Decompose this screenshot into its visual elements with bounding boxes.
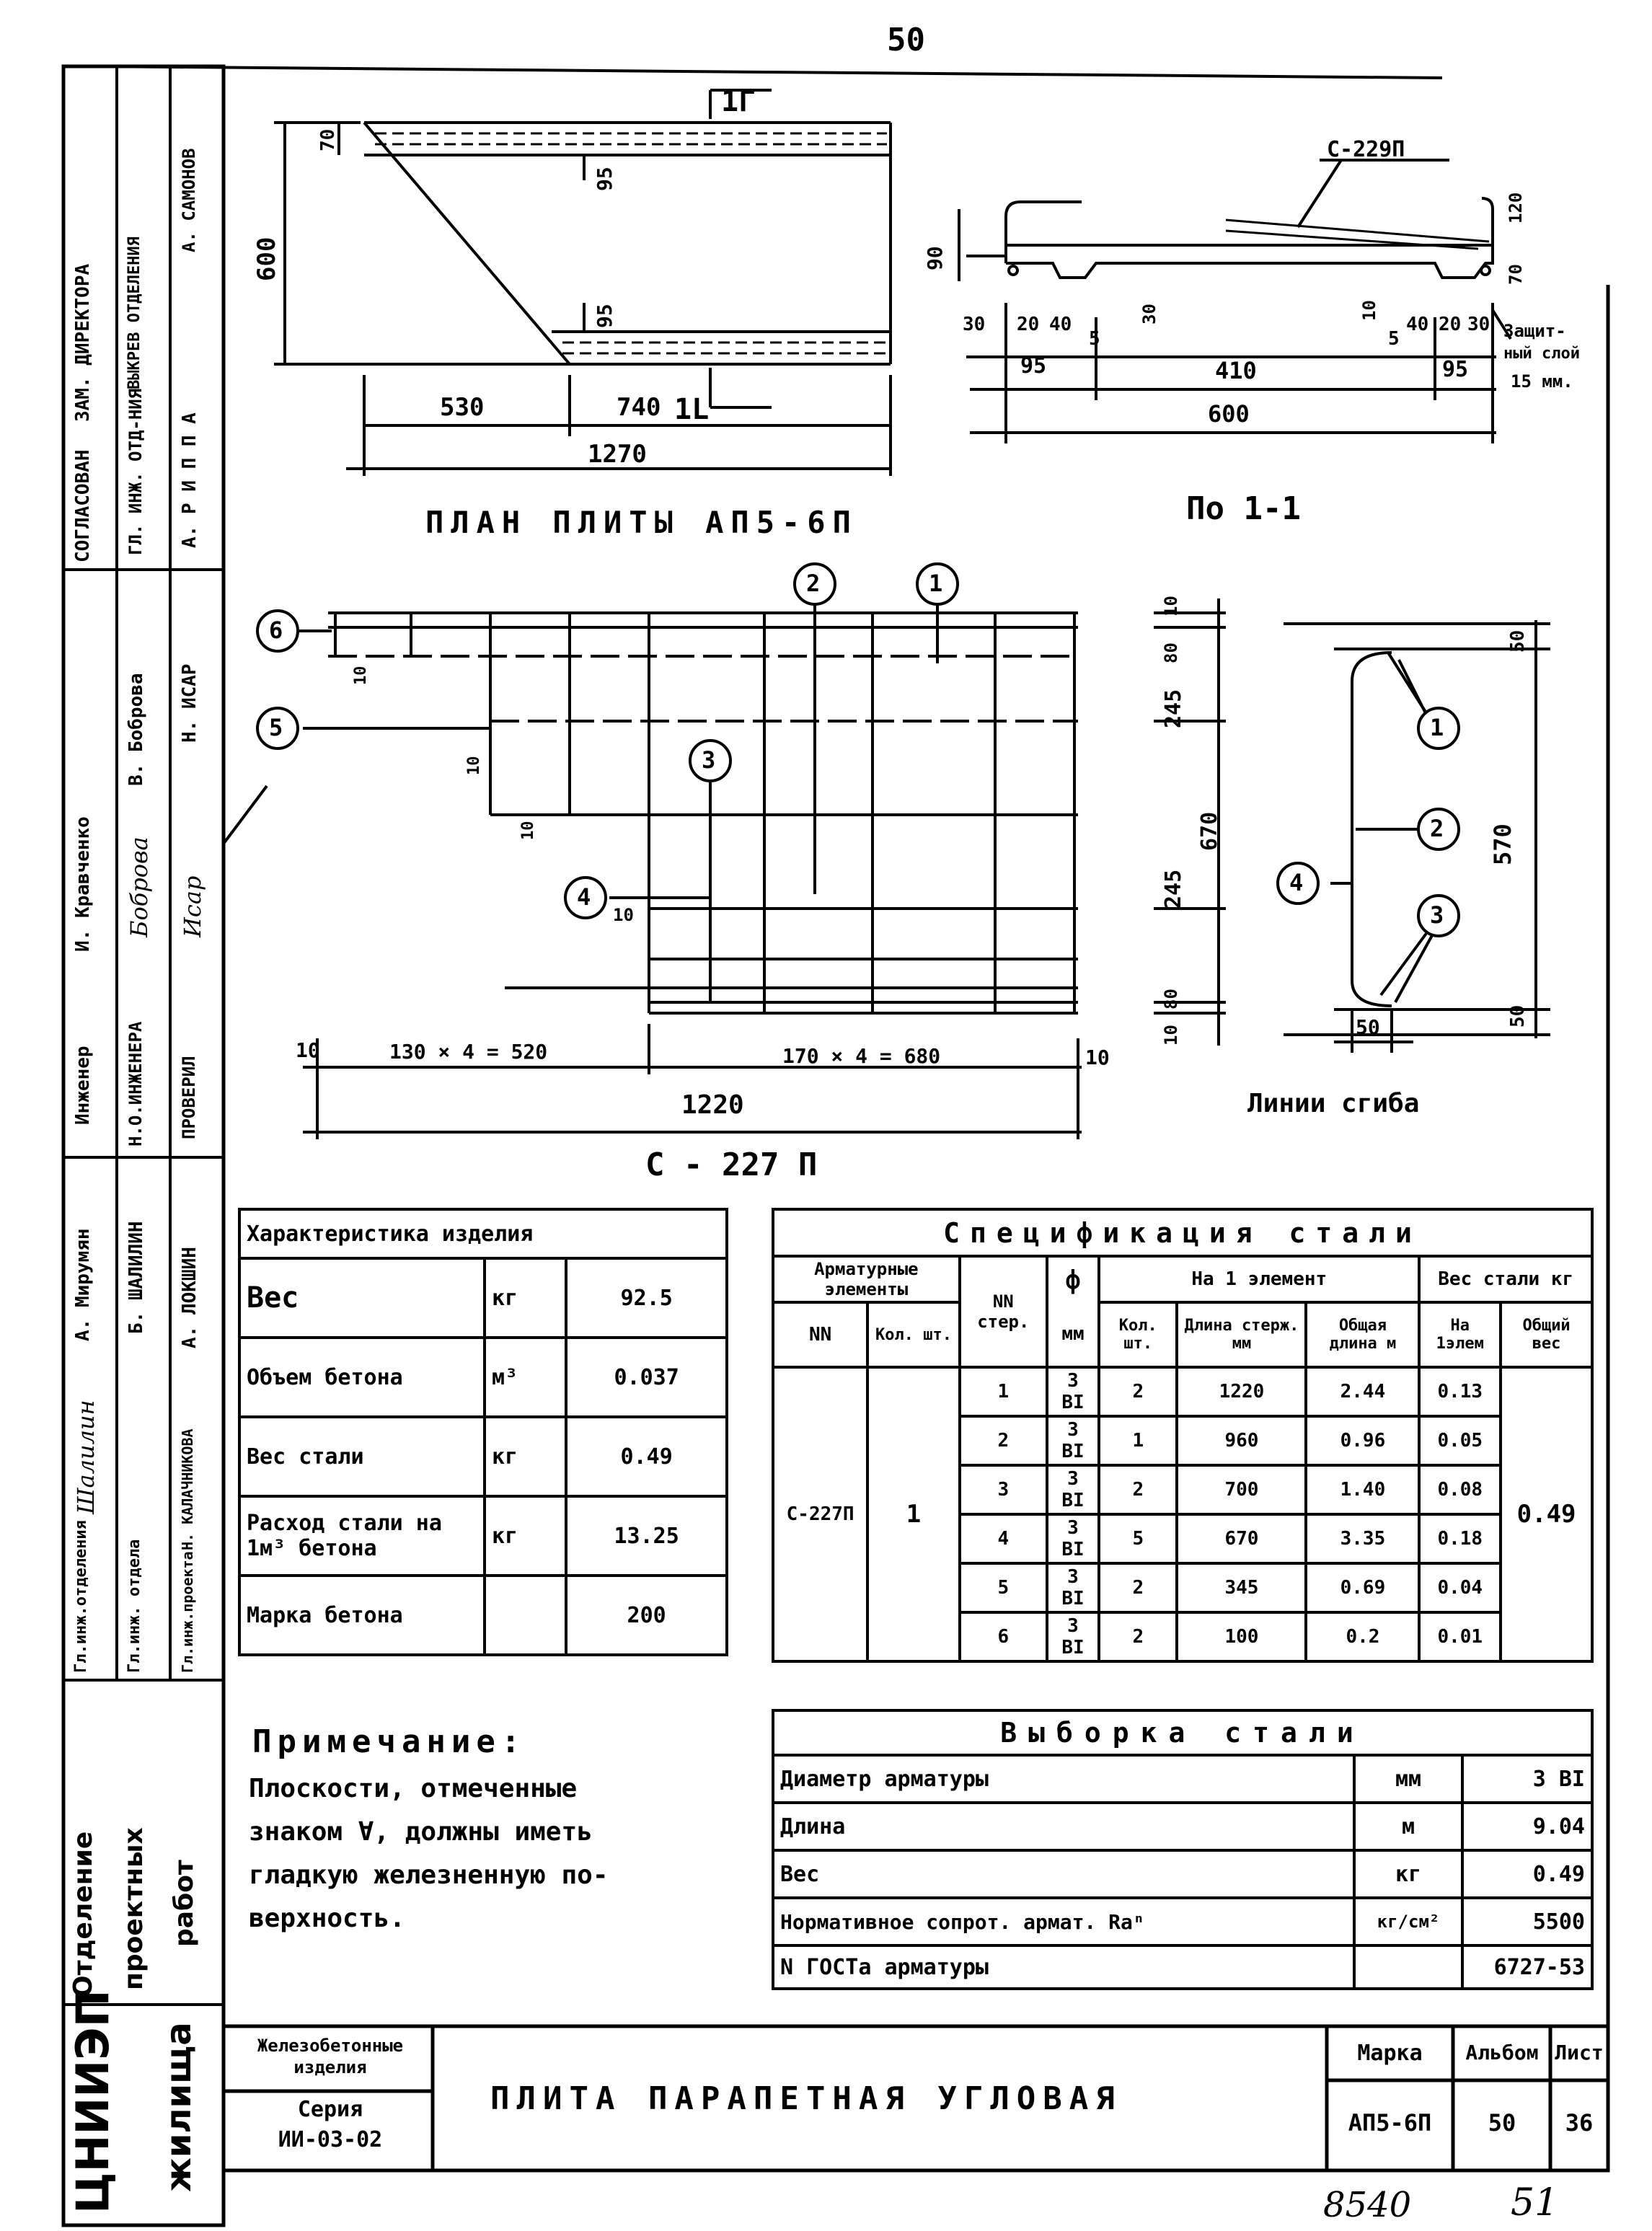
stamp-org-sub: жилища <box>159 2022 199 2192</box>
note-line: Плоскости, отмеченные <box>249 1774 578 1803</box>
page-number: 50 <box>887 22 925 58</box>
dim-95-top: 95 <box>593 167 617 191</box>
tb-album-label: Альбом <box>1465 2041 1539 2064</box>
mesh-drawing <box>224 591 1226 1139</box>
characteristics-table <box>238 1208 728 1656</box>
spec-row-length: 345 <box>1177 1563 1306 1612</box>
spec-h-rod: NN стер. <box>960 1256 1047 1367</box>
sel-value: 3 ВI <box>1462 1755 1592 1803</box>
spec-row-weight: 0.05 <box>1419 1416 1501 1465</box>
bend-marker-1: 1 <box>1430 714 1444 741</box>
marker-5: 5 <box>269 714 283 741</box>
sel-unit <box>1354 1945 1462 1989</box>
spec-row-total: 0.96 <box>1306 1416 1419 1465</box>
stamp-engineer: Инженер <box>72 1046 94 1125</box>
mesh-dim-v10b: 10 <box>1161 1025 1181 1046</box>
stamp-shalilin: Б. ШАЛИЛИН <box>125 1221 147 1334</box>
dim-410: 410 <box>1215 357 1257 384</box>
spec-row-total: 2.44 <box>1306 1367 1419 1416</box>
steel-selection-table <box>772 1709 1594 1990</box>
dim-600: 600 <box>252 237 281 281</box>
characteristics-title: Характеристика изделия <box>239 1209 727 1258</box>
mesh-dim-10c: 10 <box>519 821 537 840</box>
char-value: 13.25 <box>566 1496 727 1576</box>
spec-row-qty: 2 <box>1099 1563 1177 1612</box>
stamp-rippa: А. Р И П П А <box>179 412 200 548</box>
tb-mark-label: Марка <box>1357 2041 1423 2066</box>
tb-sheet-label: Лист <box>1555 2041 1604 2064</box>
char-value: 0.49 <box>566 1417 727 1496</box>
dim-95-right: 95 <box>1442 357 1469 382</box>
char-unit <box>485 1576 566 1655</box>
mesh-dim-v245b: 245 <box>1161 869 1186 909</box>
stamp-dept-3: работ <box>169 1860 199 1947</box>
sel-name: Нормативное сопрот. армат. Rаⁿ <box>773 1898 1354 1945</box>
marker-2: 2 <box>806 570 821 597</box>
tb-name: ПЛИТА ПАРАПЕТНАЯ УГЛОВАЯ <box>490 2080 1122 2117</box>
marker-4: 4 <box>577 883 591 911</box>
spec-element-qty: 1 <box>867 1367 960 1661</box>
dim-5b: 5 <box>1388 328 1400 350</box>
mesh-dim-170x4: 170 × 4 = 680 <box>782 1044 941 1068</box>
spec-h-nn: NN <box>773 1302 867 1367</box>
dim-40a: 40 <box>1049 314 1072 335</box>
spec-row-diam: 3 ВI <box>1047 1612 1099 1661</box>
stamp-chief-eng-dept: ГЛ. ИНЖ. ОТД-НИЯ <box>125 388 146 555</box>
spec-row-diam: 3 ВI <box>1047 1563 1099 1612</box>
stamp-mirumyan: А. Мирумян <box>72 1228 94 1341</box>
sel-value: 6727-53 <box>1462 1945 1592 1989</box>
spec-element: С-227П <box>773 1367 867 1661</box>
spec-row-diam: 3 ВI <box>1047 1367 1099 1416</box>
tb-mark: АП5-6П <box>1348 2109 1432 2137</box>
stamp-chief-eng-dept-2: Гл.инж. отдела <box>125 1539 143 1673</box>
steel-selection-title: Выборка стали <box>773 1710 1592 1755</box>
dim-95-bottom: 95 <box>593 304 617 328</box>
spec-h-phi: ф <box>1047 1256 1099 1302</box>
tb-series-label: Серия <box>297 2097 363 2122</box>
tb-album: 50 <box>1488 2109 1516 2137</box>
spec-row-total: 0.2 <box>1306 1612 1419 1661</box>
spec-h-total-length: Общая длина м <box>1306 1302 1419 1367</box>
stamp-dept-2: проектных <box>119 1827 149 1990</box>
spec-row-weight: 0.13 <box>1419 1367 1501 1416</box>
char-name: Марка бетона <box>239 1576 485 1655</box>
note-line: верхность. <box>249 1904 405 1933</box>
spec-row-diam: 3 ВI <box>1047 1416 1099 1465</box>
spec-row-n: 3 <box>960 1465 1047 1514</box>
mesh-dim-v245a: 245 <box>1161 689 1186 728</box>
spec-row-total: 3.35 <box>1306 1514 1419 1563</box>
marker-6: 6 <box>269 617 283 644</box>
mesh-title: С - 227 П <box>645 1147 818 1183</box>
marker-1: 1 <box>929 570 943 597</box>
spec-row-length: 700 <box>1177 1465 1306 1514</box>
spec-row-diam: 3 ВI <box>1047 1465 1099 1514</box>
spec-h-per-element: На 1 элемент <box>1099 1256 1419 1302</box>
spec-row-length: 960 <box>1177 1416 1306 1465</box>
spec-total-weight: 0.49 <box>1501 1367 1592 1661</box>
mesh-dim-130x4: 130 × 4 = 520 <box>389 1040 548 1064</box>
sel-unit: кг/см² <box>1354 1898 1462 1945</box>
dim-1270: 1270 <box>588 440 647 469</box>
stamp-kalachnikova: Н. КАЛАЧНИКОВА <box>179 1428 196 1550</box>
spec-row-length: 670 <box>1177 1514 1306 1563</box>
mesh-dim-10f: 10 <box>1085 1046 1110 1069</box>
sel-value: 9.04 <box>1462 1803 1592 1850</box>
dim-30c: 30 <box>1467 314 1490 335</box>
sel-unit: м <box>1354 1803 1462 1850</box>
steel-spec-title: Спецификация стали <box>773 1209 1592 1256</box>
dim-120: 120 <box>1506 192 1526 224</box>
note-line: гладкую железненную по- <box>249 1860 609 1890</box>
char-name: Объем бетона <box>239 1338 485 1417</box>
stamp-approved: СОГЛАСОВАН <box>72 449 94 562</box>
spec-row-weight: 0.04 <box>1419 1563 1501 1612</box>
stamp-org-name: ЦНИИЭП <box>66 1989 119 2214</box>
spec-row-length: 1220 <box>1177 1367 1306 1416</box>
bend-marker-4: 4 <box>1289 869 1304 896</box>
mesh-dim-10e: 10 <box>296 1038 320 1062</box>
spec-h-length: Длина стерж. мм <box>1177 1302 1306 1367</box>
mesh-dim-1220: 1220 <box>681 1090 744 1120</box>
stamp-chief-dept: Гл.инж.отделения <box>72 1520 90 1673</box>
dim-600s: 600 <box>1208 400 1250 428</box>
sel-unit: мм <box>1354 1755 1462 1803</box>
slab-plan-drawing <box>274 90 891 476</box>
char-name: Вес <box>239 1258 485 1338</box>
spec-h-qty: Кол. шт. <box>867 1302 960 1367</box>
cut-mark-bottom: 1L <box>674 393 710 426</box>
spec-row-qty: 2 <box>1099 1465 1177 1514</box>
bend-title: Линии сгиба <box>1247 1089 1420 1118</box>
dim-10s: 10 <box>1359 300 1379 321</box>
spec-h-weight-per: На 1элем <box>1419 1302 1501 1367</box>
sel-value: 5500 <box>1462 1898 1592 1945</box>
dim-20b: 20 <box>1439 314 1462 335</box>
top-rule <box>94 66 1442 78</box>
spec-row-diam: 3 ВI <box>1047 1514 1099 1563</box>
dim-20a: 20 <box>1017 314 1040 335</box>
stamp-deputy-director: ЗАМ. ДИРЕКТОРА <box>72 263 94 422</box>
signature-3: Исар <box>179 875 206 937</box>
char-value: 92.5 <box>566 1258 727 1338</box>
spec-h-elements: Арматурные элементы <box>773 1256 960 1302</box>
spec-h-per-qty: Кол. шт. <box>1099 1302 1177 1367</box>
sel-unit: кг <box>1354 1850 1462 1898</box>
dim-70: 70 <box>317 128 339 151</box>
dim-40b: 40 <box>1406 314 1429 335</box>
spec-h-mm: мм <box>1047 1302 1099 1367</box>
bend-dim-50c: 50 <box>1356 1015 1380 1039</box>
dim-530: 530 <box>440 393 485 422</box>
protective-layer-1: Защит- <box>1503 321 1566 341</box>
mesh-dim-v670: 670 <box>1197 811 1222 851</box>
bend-marker-2: 2 <box>1430 815 1444 842</box>
mesh-dim-v80a: 80 <box>1161 642 1181 663</box>
bend-dim-570: 570 <box>1489 823 1516 865</box>
sel-name: N ГОСТа арматуры <box>773 1945 1354 1989</box>
char-value: 200 <box>566 1576 727 1655</box>
sheet-handwritten: 51 <box>1511 2181 1559 2225</box>
dim-90: 90 <box>923 246 947 270</box>
sel-value: 0.49 <box>1462 1850 1592 1898</box>
section-title: По 1-1 <box>1186 490 1301 527</box>
dim-5a: 5 <box>1089 328 1100 350</box>
mesh-dim-10d: 10 <box>613 905 634 925</box>
steel-spec-table <box>772 1208 1594 1663</box>
section-mark: С-229П <box>1327 137 1405 162</box>
stamp-senior-engineer: Н.О.ИНЖЕНЕРА <box>125 1021 146 1147</box>
spec-row-weight: 0.18 <box>1419 1514 1501 1563</box>
dim-740: 740 <box>617 393 661 422</box>
char-value: 0.037 <box>566 1338 727 1417</box>
spec-row-n: 4 <box>960 1514 1047 1563</box>
stamp-chief-eng-project: Гл.инж.проекта <box>179 1551 196 1673</box>
spec-row-weight: 0.01 <box>1419 1612 1501 1661</box>
bend-dim-50b: 50 <box>1507 1004 1529 1028</box>
stamp-head-dept: ВЫКРЕВ ОТДЕЛЕНИЯ <box>125 237 143 389</box>
sel-name: Вес <box>773 1850 1354 1898</box>
spec-row-total: 1.40 <box>1306 1465 1419 1514</box>
signature-2: Боброва <box>125 836 153 937</box>
spec-row-qty: 5 <box>1099 1514 1177 1563</box>
note-line: знаком ∀, должны иметь <box>249 1817 593 1847</box>
stamp-samonov: А. САМОНОВ <box>179 148 199 252</box>
tb-series: ИИ-03-02 <box>278 2127 383 2152</box>
char-unit: кг <box>485 1258 566 1338</box>
stamp-isar: Н. ИСАР <box>179 663 200 743</box>
stamp-lokshin: А. ЛОКШИН <box>179 1247 200 1348</box>
spec-row-n: 1 <box>960 1367 1047 1416</box>
spec-row-qty: 2 <box>1099 1612 1177 1661</box>
inventory-number: 8540 <box>1323 2185 1412 2225</box>
mesh-dim-v80b: 80 <box>1161 989 1181 1010</box>
spec-row-length: 100 <box>1177 1612 1306 1661</box>
marker-3: 3 <box>702 746 716 774</box>
char-unit: кг <box>485 1417 566 1496</box>
spec-row-qty: 2 <box>1099 1367 1177 1416</box>
stamp-dept-1: Отделение <box>69 1831 98 1997</box>
stamp-checked: ПРОВЕРИЛ <box>179 1056 199 1139</box>
dim-95-left: 95 <box>1020 353 1047 379</box>
mesh-dim-v10: 10 <box>1161 596 1181 617</box>
stamp-kravchenko: И. Кравченко <box>72 816 94 952</box>
plan-title: ПЛАН ПЛИТЫ АП5-6П <box>425 505 858 540</box>
bend-marker-3: 3 <box>1430 901 1444 929</box>
stamp-bobrova: В. Боброва <box>125 673 147 786</box>
spec-row-n: 2 <box>960 1416 1047 1465</box>
protective-layer-2: ный слой <box>1503 345 1580 363</box>
mesh-dim-10a: 10 <box>352 666 370 685</box>
spec-row-weight: 0.08 <box>1419 1465 1501 1514</box>
char-name: Вес стали <box>239 1417 485 1496</box>
char-unit: м³ <box>485 1338 566 1417</box>
mesh-dim-10b: 10 <box>465 756 483 775</box>
protective-layer-3: 15 мм. <box>1511 371 1573 392</box>
spec-row-n: 5 <box>960 1563 1047 1612</box>
dim-70s: 70 <box>1506 264 1526 285</box>
spec-h-weight: Вес стали кг <box>1419 1256 1592 1302</box>
signature-1: Шалилин <box>72 1400 100 1514</box>
spec-h-weight-total: Общий вес <box>1501 1302 1592 1367</box>
note-title: Примечание: <box>252 1723 526 1760</box>
spec-row-total: 0.69 <box>1306 1563 1419 1612</box>
bend-dim-50a: 50 <box>1507 629 1529 653</box>
tb-sheet: 36 <box>1565 2109 1594 2137</box>
char-unit: кг <box>485 1496 566 1576</box>
sel-name: Длина <box>773 1803 1354 1850</box>
dim-30b: 30 <box>1139 304 1160 324</box>
spec-row-qty: 1 <box>1099 1416 1177 1465</box>
dim-30a: 30 <box>963 314 986 335</box>
tb-category: Железобетонные изделия <box>257 2036 404 2077</box>
spec-row-n: 6 <box>960 1612 1047 1661</box>
char-name: Расход стали на 1м³ бетона <box>239 1496 485 1576</box>
cut-mark-top: 1Г <box>721 85 756 118</box>
sel-name: Диаметр арматуры <box>773 1755 1354 1803</box>
